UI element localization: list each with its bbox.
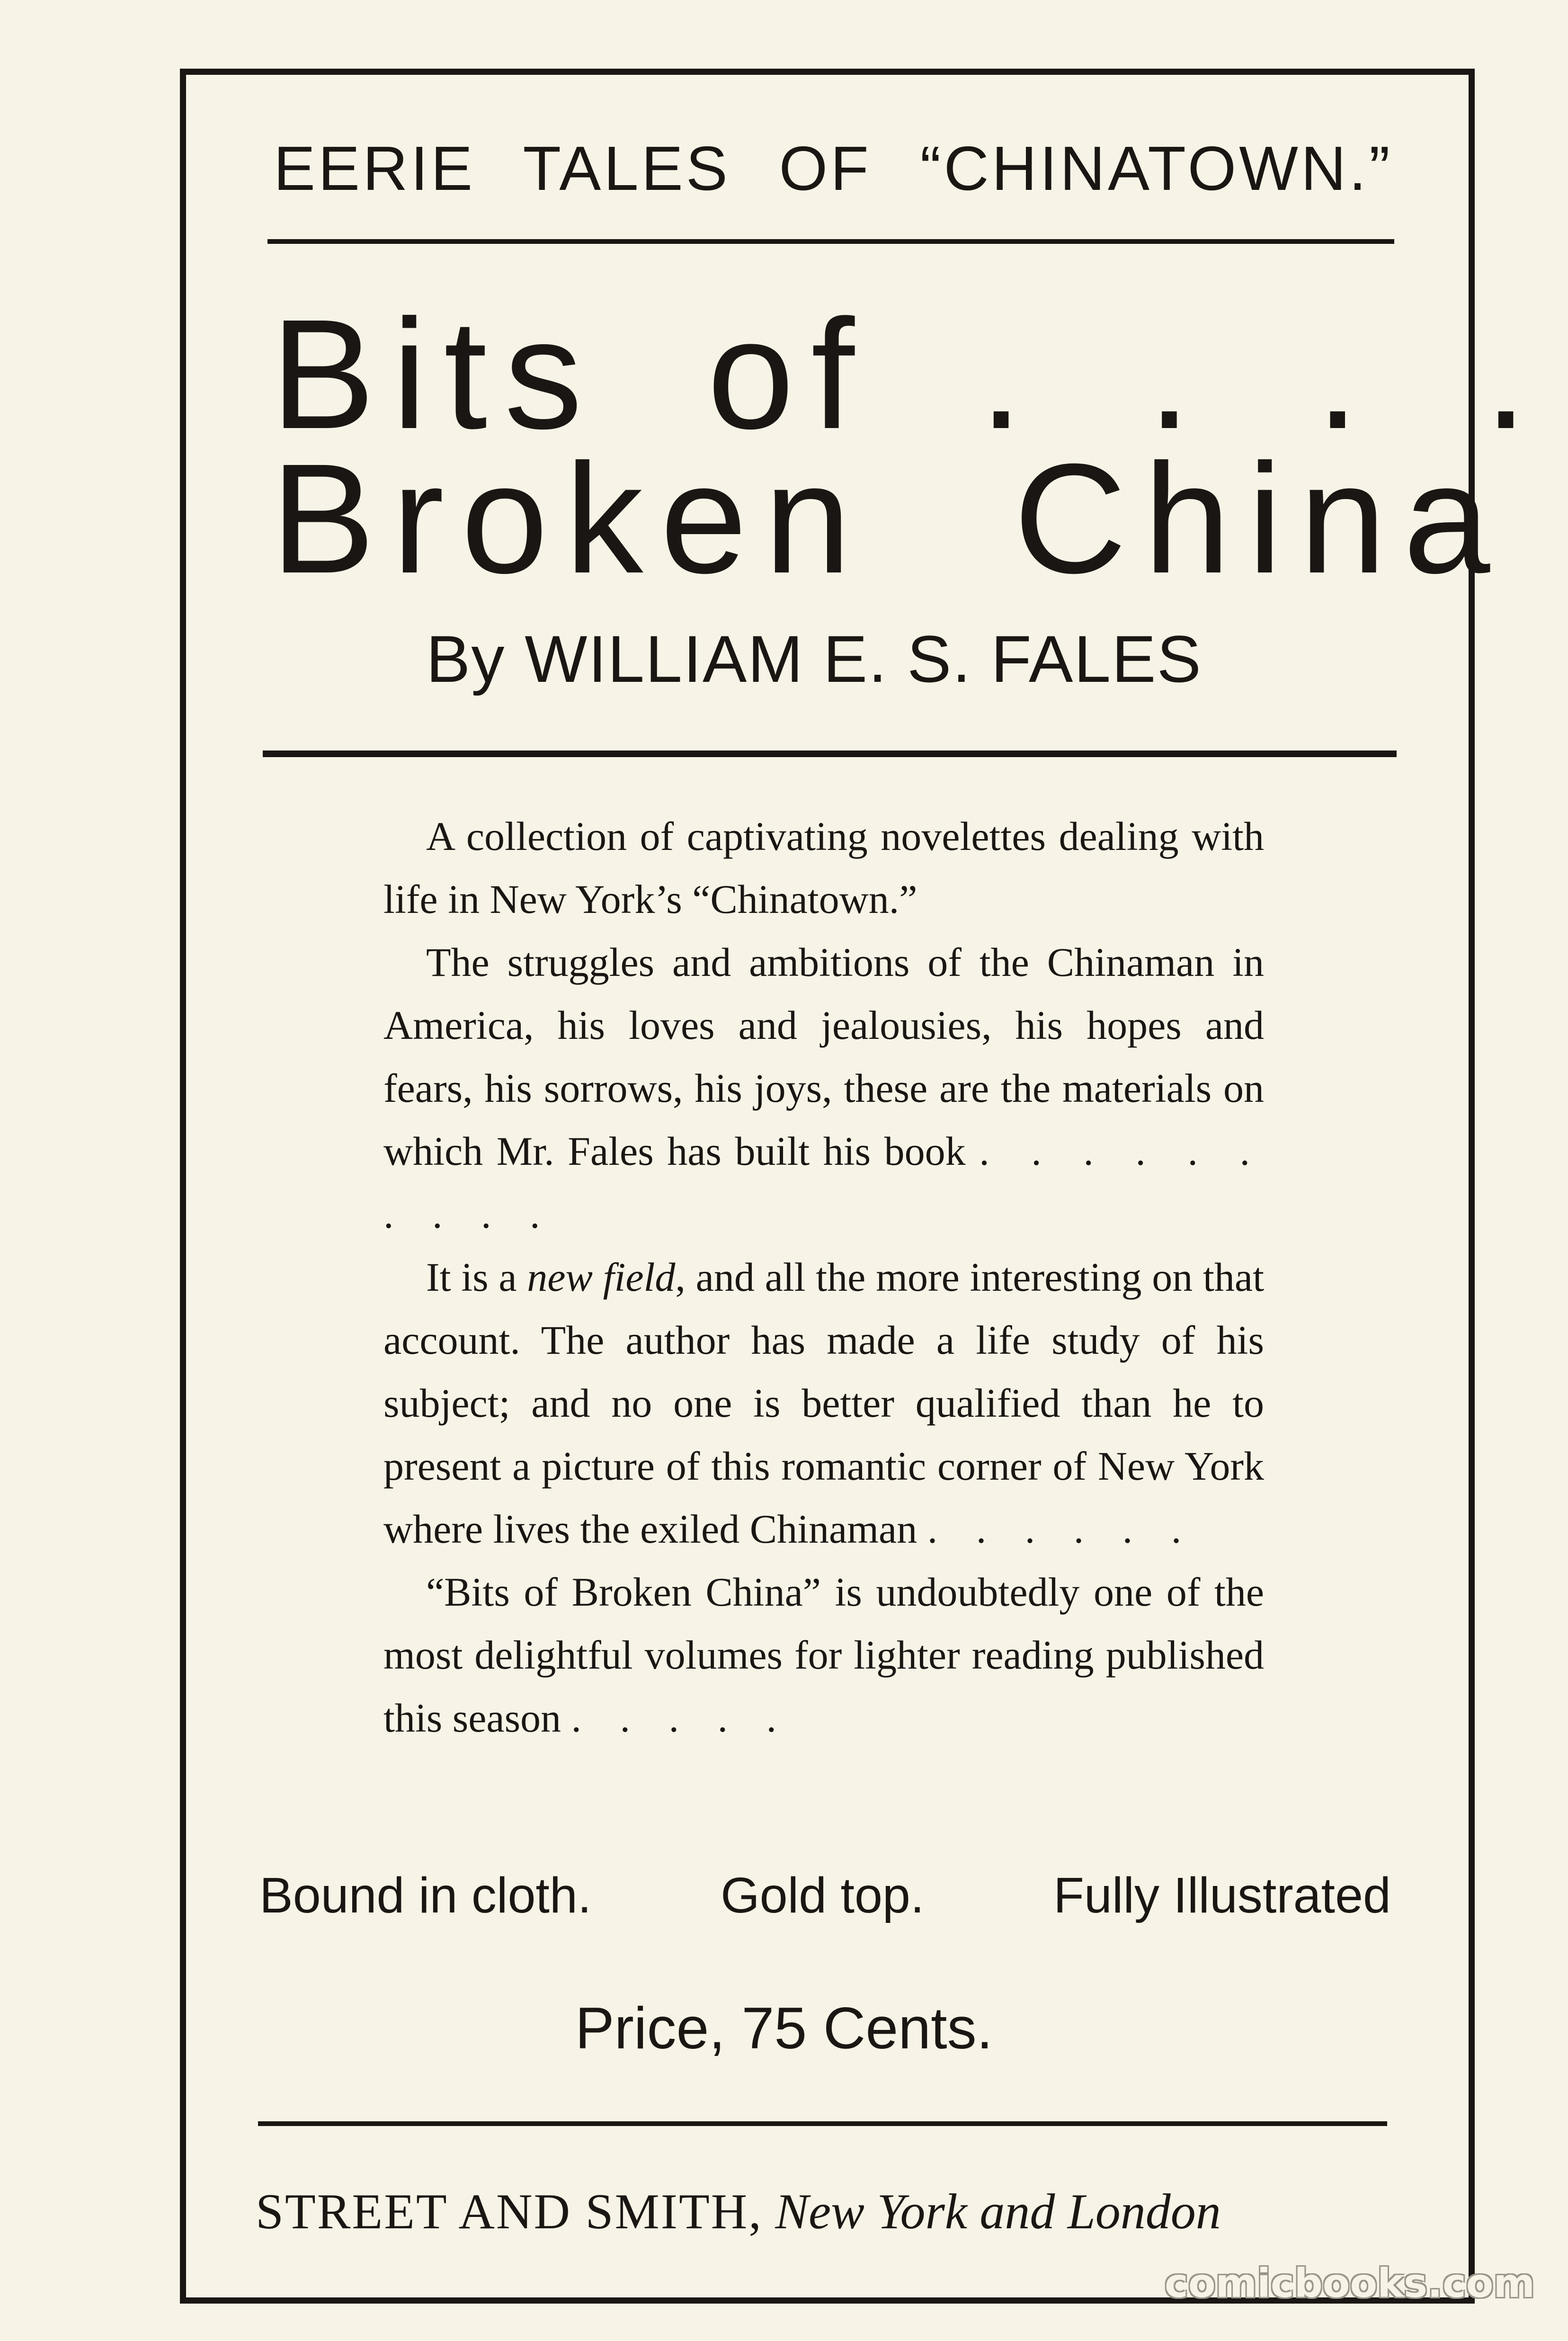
bottom-divider — [258, 2121, 1387, 2126]
feature-illustrated: Fully Illustrated — [1053, 1867, 1391, 1923]
book-features — [259, 1867, 1391, 1923]
book-title-line-1: Bits of . . . . — [271, 286, 1545, 461]
description-paragraph-1: A collection of captivating novelettes dealing with life in New York’s “Chinatown.” — [383, 813, 1264, 922]
top-divider — [267, 239, 1394, 244]
publisher-place: New York and London — [775, 2184, 1221, 2239]
author-byline: By WILLIAM E. S. FALES — [426, 622, 1202, 696]
site-watermark: comicbooks.com — [1165, 2260, 1535, 2306]
book-title-line-2: Broken China — [271, 431, 1507, 606]
description-paragraph-4: “Bits of Broken China” is undoubtedly one of the most delightful volumes for lighter reading published this season . . . . . — [383, 1569, 1264, 1741]
leader-dots: . . . . . . — [927, 1506, 1196, 1552]
leader-dots: . . . . . — [571, 1695, 791, 1741]
leader-dots: . . . . . . . . . . — [383, 1128, 1264, 1237]
middle-divider — [263, 751, 1397, 757]
feature-gold-top: Gold top. — [721, 1867, 925, 1923]
feature-binding: Bound in cloth. — [259, 1867, 592, 1923]
emphasis-new-field: new field — [527, 1254, 676, 1300]
description-paragraph-3: It is a new field, and all the more interesting on that account. The author has made a life study of his subject; and no one is better qualified than he to present a picture of this romantic corner of New York where lives the exiled Chinaman . . . . . . — [383, 1254, 1264, 1552]
series-heading: EERIE TALES OF “CHINATOWN.” — [274, 134, 1393, 203]
book-description — [383, 805, 1264, 1750]
publisher-line — [256, 2184, 1392, 2239]
description-paragraph-2: The struggles and ambitions of the Chinaman in America, his loves and jealousies, his hopes and fears, his sorrows, his joys, these are the materials on which Mr. Fales has built his book . . . . . . . . . . — [383, 939, 1264, 1237]
publisher-name: STREET AND SMITH, — [256, 2184, 763, 2239]
price: Price, 75 Cents. — [575, 1996, 993, 2061]
